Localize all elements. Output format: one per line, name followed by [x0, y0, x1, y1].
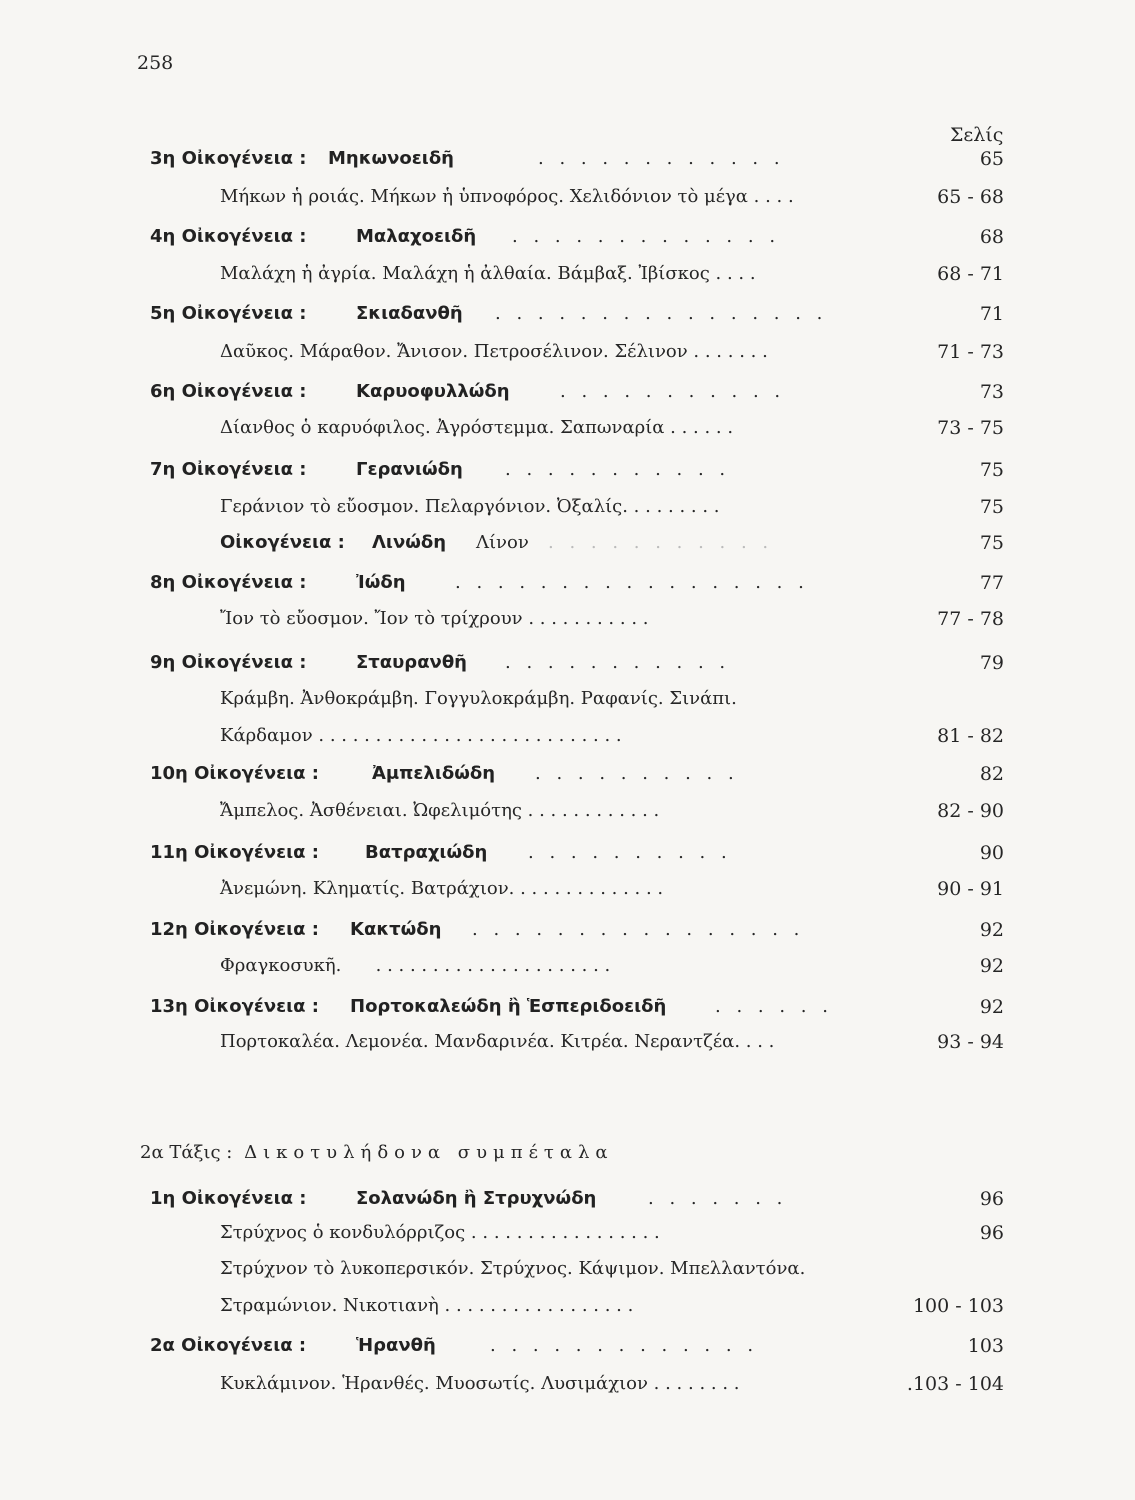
page-ref: 90 - 91 — [937, 878, 1004, 900]
leader-dots: . . . . . . . . . . . . . . . . — [495, 303, 828, 324]
desc-text: Δαῦκος. Μάραθον. Ἄνισον. Πετροσέλινον. Σέλινον . . . . . . . — [220, 341, 768, 362]
family-label: 7η Οἰκογένεια : — [150, 459, 307, 480]
toc-desc-row — [0, 337, 1135, 367]
page-ref: 93 - 94 — [937, 1031, 1004, 1053]
page-ref: 92 — [979, 919, 1004, 941]
family-name: Ἡρανθῆ — [356, 1335, 436, 1356]
toc-family-row — [0, 299, 1135, 329]
toc-family-row — [0, 144, 1135, 174]
family-name: Σκιαδανθῆ — [356, 303, 463, 324]
leader-dots: . . . . . . . — [648, 1188, 788, 1209]
family-name: Πορτοκαλεώδη ἢ Ἑσπεριδοειδῆ — [350, 996, 667, 1017]
family-label: 1η Οἰκογένεια : — [150, 1188, 307, 1209]
page-ref: 65 — [979, 148, 1004, 170]
desc-text: Μήκων ἡ ροιάς. Μήκων ἡ ὑπνοφόρος. Χελιδόνιον τὸ μέγα . . . . — [220, 186, 794, 207]
family-name: Κακτώδη — [350, 919, 442, 940]
class-heading — [140, 1138, 614, 1168]
class-label: 2α Τάξις : — [140, 1142, 233, 1163]
family-name: Ἀμπελιδώδη — [372, 763, 496, 784]
leader-dots: . . . . . . . . . . . . . — [512, 226, 781, 247]
toc-family-row — [0, 838, 1135, 868]
toc-family-row — [0, 455, 1135, 485]
family-label: 6η Οἰκογένεια : — [150, 381, 307, 402]
page-ref: 96 — [979, 1188, 1004, 1210]
toc-desc-row — [0, 721, 1135, 751]
page-ref: 92 — [979, 996, 1004, 1018]
leader-dots: . . . . . . . . . . . — [505, 652, 731, 673]
family-label: 12η Οἰκογένεια : — [150, 919, 320, 940]
toc-desc-row — [0, 182, 1135, 212]
toc-desc-row — [0, 874, 1135, 904]
desc-text: Γεράνιον τὸ εὔοσμον. Πελαργόνιον. Ὀξαλίς. . . . . . . . . — [220, 496, 720, 517]
toc-class-row — [0, 1138, 1135, 1168]
column-header: Σελίς — [950, 124, 1004, 146]
page-ref: 65 - 68 — [937, 186, 1004, 208]
family-example: Λίνον — [476, 532, 529, 553]
desc-text: Κυκλάμινον. Ἡρανθές. Μυοσωτίς. Λυσιμάχιον . . . . . . . . — [220, 1373, 740, 1394]
toc-family-row — [0, 222, 1135, 252]
toc-desc-row — [0, 684, 1135, 714]
family-label: Οἰκογένεια : — [220, 532, 345, 553]
toc-family-row — [0, 759, 1135, 789]
family-label: 8η Οἰκογένεια : — [150, 572, 307, 593]
toc-desc-row — [0, 604, 1135, 634]
page-ref: 103 — [967, 1335, 1004, 1357]
page-ref: 100 - 103 — [912, 1295, 1004, 1317]
family-name: Μηκωνοειδῆ — [328, 148, 454, 169]
family-label: 3η Οἰκογένεια : — [150, 148, 307, 169]
page-ref: 75 — [979, 459, 1004, 481]
page-ref: 90 — [979, 842, 1004, 864]
desc-text: Στρύχνον τὸ λυκοπερσικόν. Στρύχνος. Κάψιμον. Μπελλαντόνα. — [220, 1258, 806, 1279]
toc-desc-row — [0, 796, 1135, 826]
family-label: 10η Οἰκογένεια : — [150, 763, 320, 784]
leader-dots: . . . . . . . . . . . . . . . . . — [455, 572, 809, 593]
desc-text: Στρύχνος ὁ κονδυλόρριζος . . . . . . . . . . . . . . . . . — [220, 1222, 660, 1243]
family-name: Σολανώδη ἢ Στρυχνώδη — [356, 1188, 597, 1209]
toc-family-row — [0, 992, 1135, 1022]
class-title: Δικοτυλήδονα συμπέταλα — [244, 1142, 614, 1163]
leader-dots: . . . . . . . . . . . — [548, 532, 774, 553]
page-ref: 68 - 71 — [937, 263, 1004, 285]
page-ref: 96 — [979, 1222, 1004, 1244]
toc-family-row — [0, 377, 1135, 407]
leader-dots: . . . . . . . . . . . — [560, 381, 786, 402]
leader-dots: . . . . . . . . . . . . . — [490, 1335, 759, 1356]
family-name: Ἰώδη — [356, 572, 406, 593]
desc-text: Ἄμπελος. Ἀσθένειαι. Ὠφελιμότης . . . . . . . . . . . . — [220, 800, 660, 821]
toc-family-row — [0, 648, 1135, 678]
desc-text: Κράμβη. Ἀνθοκράμβη. Γογγυλοκράμβη. Ραφανίς. Σινάπι. — [220, 688, 737, 709]
family-name: Μαλαχοειδῆ — [356, 226, 477, 247]
toc-family-row — [0, 528, 1135, 558]
family-name: Γερανιώδη — [356, 459, 463, 480]
page-ref: 68 — [979, 226, 1004, 248]
leader-dots: . . . . . . . . . . — [535, 763, 739, 784]
toc-desc-row — [0, 413, 1135, 443]
page-ref: 82 — [979, 763, 1004, 785]
toc-desc-row — [0, 1369, 1135, 1399]
desc-text: Ἴον τὸ εὔοσμον. Ἴον τὸ τρίχρουν . . . . . . . . . . . — [220, 608, 649, 629]
toc-desc-row — [0, 1027, 1135, 1057]
page-number: 258 — [137, 52, 174, 74]
toc-desc-row — [0, 492, 1135, 522]
family-label: 2α Οἰκογένεια : — [150, 1335, 307, 1356]
toc-desc-row — [0, 1291, 1135, 1321]
toc-desc-row — [0, 259, 1135, 289]
desc-text: Πορτοκαλέα. Λεμονέα. Μανδαρινέα. Κιτρέα. Νεραντζέα. . . . — [220, 1031, 775, 1052]
family-name: Λινώδη — [372, 532, 447, 553]
toc-desc-row — [0, 951, 1135, 981]
page-ref: 81 - 82 — [937, 725, 1004, 747]
toc-family-row — [0, 1184, 1135, 1214]
desc-text: Μαλάχη ἡ ἀγρία. Μαλάχη ἡ ἀλθαία. Βάμβαξ. Ἰβίσκος . . . . — [220, 263, 756, 284]
toc-family-row — [0, 915, 1135, 945]
toc-family-row — [0, 1331, 1135, 1361]
leader-dots: . . . . . . — [715, 996, 833, 1017]
page-ref: 79 — [979, 652, 1004, 674]
page-ref: 73 — [979, 381, 1004, 403]
desc-text: Δίανθος ὁ καρυόφιλος. Ἀγρόστεμμα. Σαπωναρία . . . . . . — [220, 417, 734, 438]
desc-text: Κάρδαμον . . . . . . . . . . . . . . . . . . . . . . . . . . . — [220, 725, 622, 746]
page-ref: 71 — [979, 303, 1004, 325]
family-label: 4η Οἰκογένεια : — [150, 226, 307, 247]
toc-desc-row — [0, 1218, 1135, 1248]
page-ref: 77 — [979, 572, 1004, 594]
leader-dots: . . . . . . . . . . . — [505, 459, 731, 480]
leader-dots: . . . . . . . . . . . . — [538, 148, 785, 169]
page-ref: 82 - 90 — [937, 800, 1004, 822]
toc-family-row — [0, 568, 1135, 598]
page-ref: .103 - 104 — [906, 1373, 1004, 1395]
desc-text: Στραμώνιον. Νικοτιανὴ . . . . . . . . . . . . . . . . . — [220, 1295, 634, 1316]
family-name: Σταυρανθῆ — [356, 652, 467, 673]
page-ref: 75 — [979, 496, 1004, 518]
family-name: Βατραχιώδη — [365, 842, 488, 863]
family-label: 13η Οἰκογένεια : — [150, 996, 320, 1017]
family-label: 11η Οἰκογένεια : — [150, 842, 320, 863]
desc-text: Ἀνεμώνη. Κληματίς. Βατράχιον. . . . . . . . . . . . . . — [220, 878, 664, 899]
leader-dots: . . . . . . . . . . — [528, 842, 732, 863]
toc-desc-row — [0, 1254, 1135, 1284]
page-ref: 77 - 78 — [937, 608, 1004, 630]
family-label: 9η Οἰκογένεια : — [150, 652, 307, 673]
family-name: Καρυοφυλλώδη — [356, 381, 510, 402]
page-ref: 73 - 75 — [937, 417, 1004, 439]
page-ref: 75 — [979, 532, 1004, 554]
desc-text: Φραγκοσυκῆ. . . . . . . . . . . . . . . . . . . . . . — [220, 955, 611, 976]
page-ref: 92 — [979, 955, 1004, 977]
page-ref: 71 - 73 — [937, 341, 1004, 363]
family-label: 5η Οἰκογένεια : — [150, 303, 307, 324]
leader-dots: . . . . . . . . . . . . . . . . — [472, 919, 805, 940]
